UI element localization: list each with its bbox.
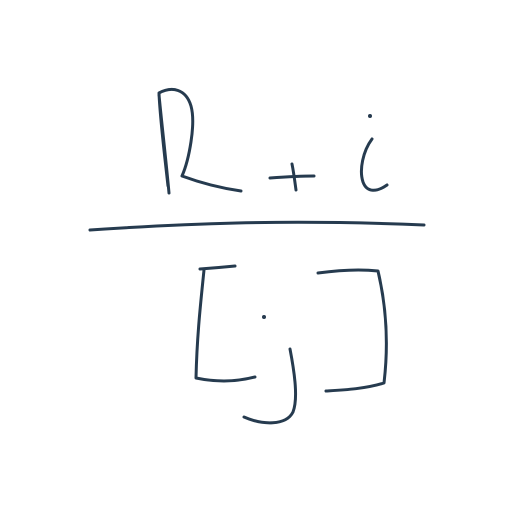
numerator-plus-sign xyxy=(270,164,314,190)
numerator-letter-i xyxy=(361,139,387,190)
numerator-group xyxy=(159,89,387,193)
numerator-letter-i-dot xyxy=(368,114,372,118)
denominator-left-bracket xyxy=(196,266,255,381)
denominator-letter-j xyxy=(244,349,296,423)
denominator-right-bracket xyxy=(318,270,386,391)
denominator-letter-j-dot xyxy=(262,315,266,319)
fraction-bar xyxy=(90,222,424,230)
denominator-group xyxy=(196,266,386,423)
numerator-letter-r xyxy=(159,89,241,193)
